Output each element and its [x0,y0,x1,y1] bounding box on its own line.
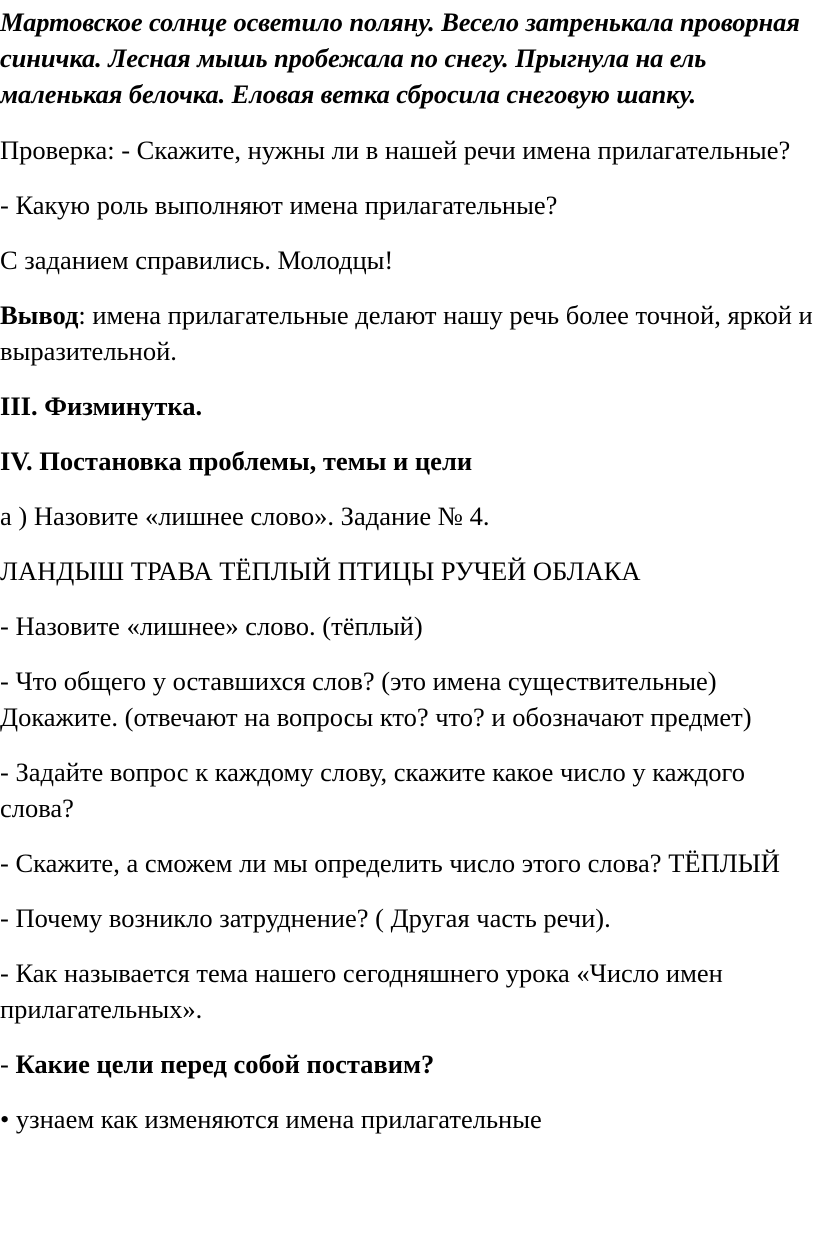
goals-question-line [0,1046,816,1082]
task-a-line: а ) Назовите «лишнее слово». Задание № 4. [0,501,490,531]
role-question: - Какую роль выполняют имена прилагательные? [0,190,558,220]
goals-question: Какие цели перед собой поставим? [15,1049,435,1079]
goals-dash: - [0,1049,16,1079]
can-we-question: - Скажите, а сможем ли мы определить число этого слова? ТЁПЛЫЙ [0,848,780,878]
intro-paragraph: Мартовское солнце осветило поляну. Весело затренькала проворная синичка. Лесная мышь пробежала по снегу. Прыгнула на ель маленькая белочка. Еловая ветка сбросила снеговую шапку. [0,7,800,109]
conclusion-paragraph [0,297,816,369]
bullet-item: • узнаем как изменяются имена прилагательные [0,1104,542,1134]
section-3-heading: III. Физминутка. [0,391,203,421]
common-question: - Что общего у оставшихся слов? (это имена существительные) Докажите. (отвечают на вопросы кто? что? и обозначают предмет) [0,666,752,732]
word-list-line: ЛАНДЫШ ТРАВА ТЁПЛЫЙ ПТИЦЫ РУЧЕЙ ОБЛАКА [0,556,641,586]
section-4-heading: IV. Постановка проблемы, темы и цели [0,446,473,476]
topic-question: - Как называется тема нашего сегодняшнего урока «Число имен прилагательных». [0,958,723,1024]
number-question: - Задайте вопрос к каждому слову, скажите какое число у каждого слова? [0,757,745,823]
praise-line: С заданием справились. Молодцы! [0,245,394,275]
conclusion-label: Вывод [0,300,79,330]
conclusion-text: : имена прилагательные делают нашу речь более точной, яркой и выразительной. [0,300,813,366]
extra-word-question: - Назовите «лишнее» слово. (тёплый) [0,611,423,641]
check-question: Проверка: - Скажите, нужны ли в нашей речи имена прилагательные? [0,135,791,165]
why-question: - Почему возникло затруднение? ( Другая часть речи). [0,903,611,933]
